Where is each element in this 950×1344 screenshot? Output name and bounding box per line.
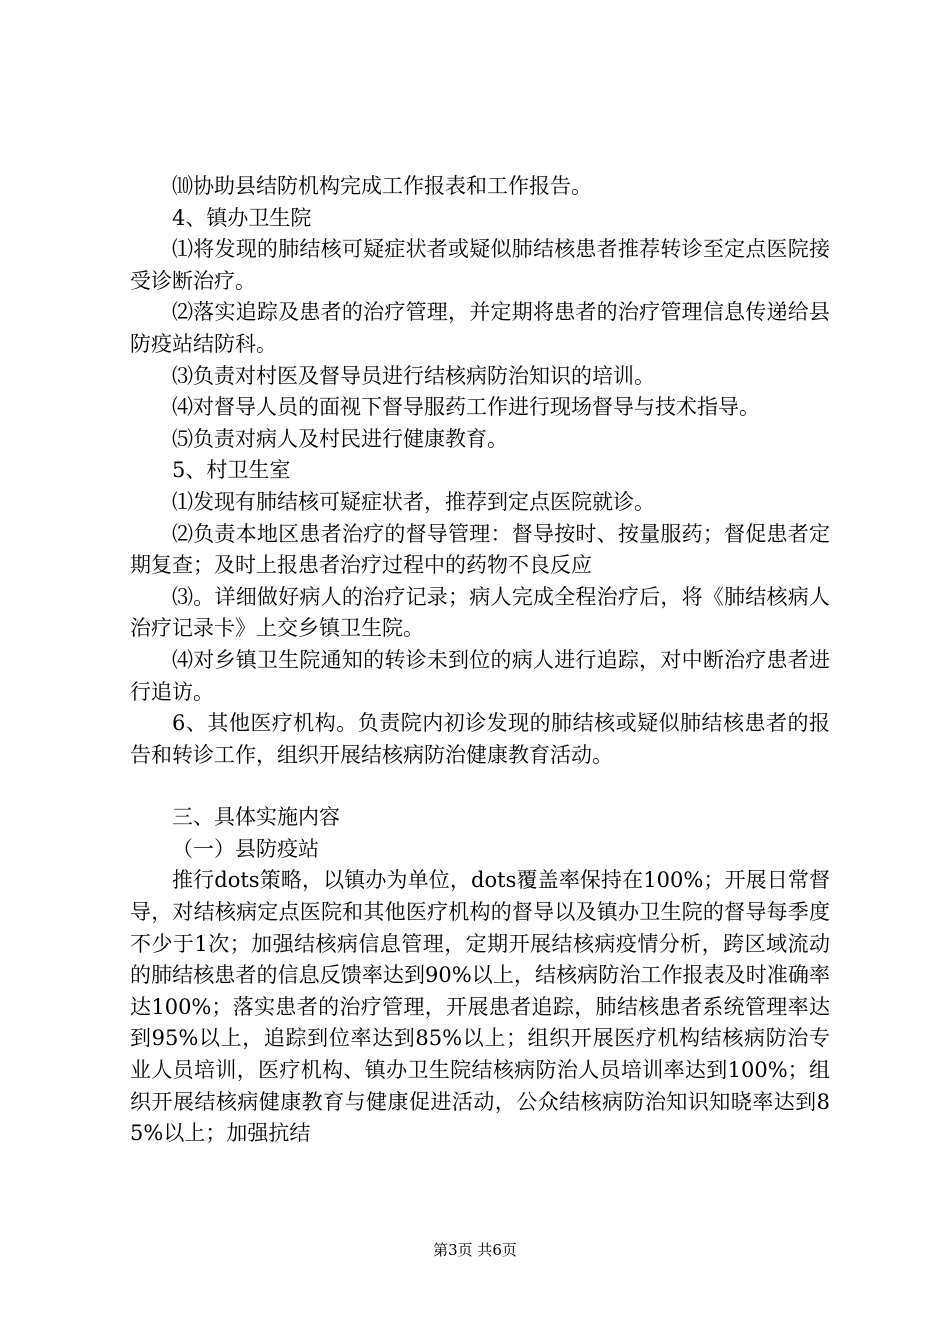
heading-village-clinic: 5、村卫生室: [172, 458, 291, 483]
paragraph-town-1: ⑴将发现的肺结核可疑症状者或疑似肺结核患者推荐转诊至定点医院接受诊断治疗。: [130, 237, 830, 293]
section-heading: 三、具体实施内容: [172, 805, 340, 830]
page-footer: 第3页 共6页: [433, 1241, 517, 1259]
paragraph-village-2: ⑵负责本地区患者治疗的督导管理：督导按时、按量服药；督促患者定期复查；及时上报患者治疗过程中的药物不良反应: [130, 521, 830, 578]
paragraph-item-10: ⑽协助县结防机构完成工作报表和工作报告。: [172, 174, 592, 198]
body-paragraph: 推行dots策略，以镇办为单位，dots覆盖率保持在100%；开展日常督导，对结核病定点医院和其他医疗机构的督导以及镇办卫生院的督导每季度不少于1次；加强结核病信息管理，定期开展结核病疫情分析，跨区域流动的肺结核患者的信息反馈率达到90%以上，结核病防治工作报表及时准确率达100%；落实患者的治疗管理，开展患者追踪，肺结核患者系统管理率达到95%以上，追踪到位率达到85%以上；组织开展医疗机构结核病防治专业人员培训，医疗机构、镇办卫生院结核病防治人员培训率达到100%；组织开展结核病健康教育与健康促进活动，公众结核病防治知识知晓率达到85%以上；加强抗结: [130, 868, 830, 1146]
paragraph-village-1: ⑴发现有肺结核可疑症状者，推荐到定点医院就诊。: [172, 489, 655, 514]
document-body: [130, 171, 830, 1150]
paragraph-village-4: ⑷对乡镇卫生院通知的转诊未到位的病人进行追踪，对中断治疗患者进行追访。: [130, 647, 830, 704]
paragraph-town-2: ⑵落实追踪及患者的治疗管理，并定期将患者的治疗管理信息传递给县防疫站结防科。: [130, 300, 830, 356]
paragraph-town-5: ⑸负责对病人及村民进行健康教育。: [172, 426, 508, 451]
paragraph-town-4: ⑷对督导人员的面视下督导服药工作进行现场督导与技术指导。: [172, 395, 760, 420]
heading-town-clinic: 4、镇办卫生院: [172, 205, 312, 230]
paragraph-other-institutions: 6、其他医疗机构。负责院内初诊发现的肺结核或疑似肺结核患者的报告和转诊工作，组织开展结核病防治健康教育活动。: [130, 711, 830, 767]
sub-heading: （一）县防疫站: [172, 836, 319, 861]
paragraph-village-3: ⑶。详细做好病人的治疗记录；病人完成全程治疗后，将《肺结核病人治疗记录卡》上交乡镇卫生院。: [130, 584, 830, 641]
paragraph-gap: [130, 771, 830, 802]
paragraph-town-3: ⑶负责对村医及督导员进行结核病防治知识的培训。: [172, 363, 655, 388]
